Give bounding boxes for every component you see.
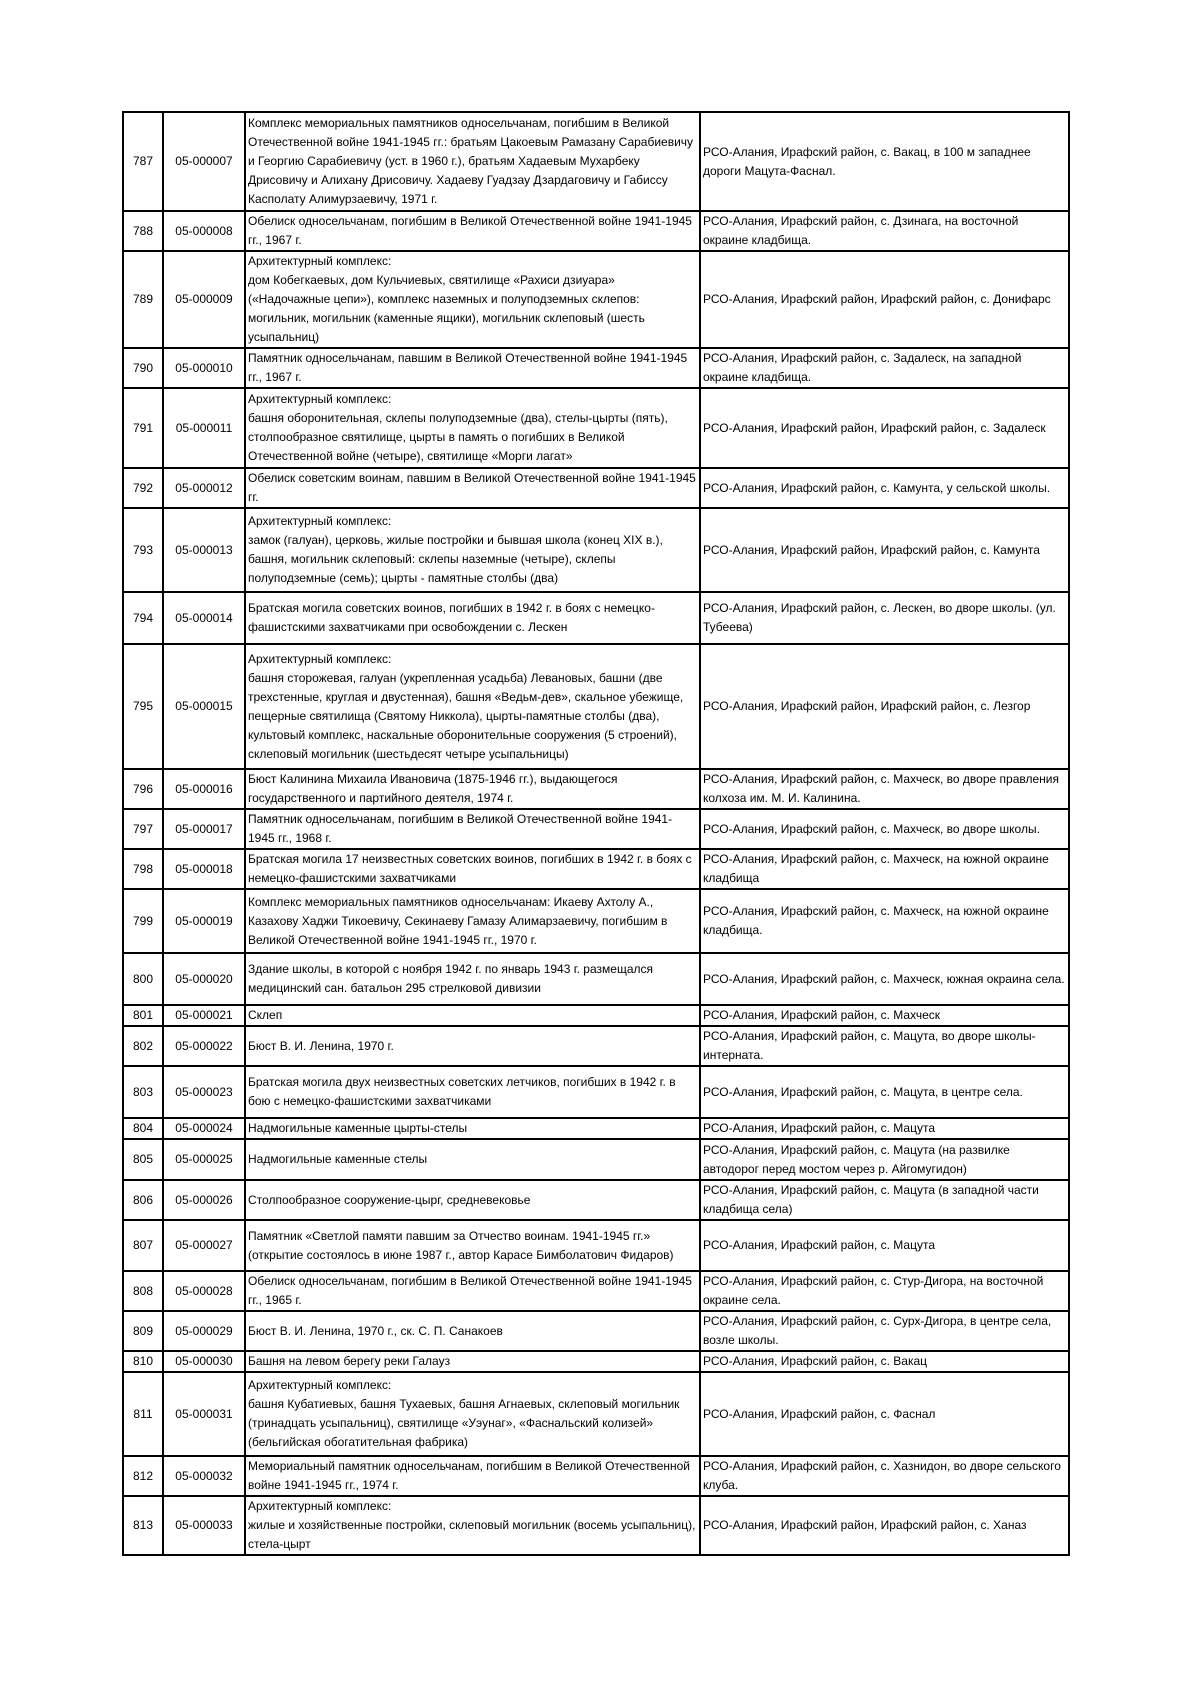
registry-code-cell: 05-000016: [163, 769, 245, 809]
registry-code-cell: 05-000011: [163, 388, 245, 468]
monument-name-cell: Обелиск советским воинам, павшим в Великой Отечественной войне 1941-1945 гг.: [245, 468, 700, 508]
table-row: [123, 889, 1069, 953]
row-number-cell: 789: [123, 251, 163, 348]
monument-name-cell: Комплекс мемориальных памятников односельчанам, погибшим в Великой Отечественной войне 1941-1945 гг.: братьям Цакоевым Рамазану Сарабиевичу и Георгию Сарабиевичу (уст. в 1960 г.), братьям Хадаевым Мухарбеку Дрисовичу и Алихану Дрисовичу. Хадаеву Гуадзау Дзардаговичу и Габиссу Касполату Алимурзаевичу, 1971 г.: [245, 112, 700, 211]
registry-code-cell: 05-000024: [163, 1118, 245, 1139]
registry-code-cell: 05-000020: [163, 953, 245, 1005]
registry-code-cell: 05-000026: [163, 1180, 245, 1220]
registry-code-cell: 05-000033: [163, 1496, 245, 1555]
row-number-cell: 794: [123, 592, 163, 644]
registry-code-cell: 05-000018: [163, 849, 245, 889]
location-cell: РСО-Алания, Ирафский район, Ирафский район, с. Лезгор: [700, 644, 1069, 769]
table-row: [123, 592, 1069, 644]
location-cell: РСО-Алания, Ирафский район, с. Мацута, в центре села.: [700, 1066, 1069, 1118]
row-number-cell: 807: [123, 1220, 163, 1271]
monument-name-cell: Надмогильные каменные цырты-стелы: [245, 1118, 700, 1139]
table-row: [123, 953, 1069, 1005]
row-number-cell: 793: [123, 508, 163, 592]
table-row: [123, 1311, 1069, 1351]
location-cell: РСО-Алания, Ирафский район, с. Махческ, южная окраина села.: [700, 953, 1069, 1005]
row-number-cell: 811: [123, 1372, 163, 1456]
monument-name-cell: Памятник односельчанам, погибшим в Великой Отечественной войне 1941-1945 гг., 1968 г.: [245, 809, 700, 849]
monument-name-cell: Мемориальный памятник односельчанам, погибшим в Великой Отечественной войне 1941-1945 гг., 1974 г.: [245, 1456, 700, 1496]
registry-code-cell: 05-000012: [163, 468, 245, 508]
table-row: [123, 1220, 1069, 1271]
location-cell: РСО-Алания, Ирафский район, с. Махческ, на южной окраине кладбища: [700, 849, 1069, 889]
row-number-cell: 799: [123, 889, 163, 953]
monument-name-cell: Столпообразное сооружение-цырг, средневековье: [245, 1180, 700, 1220]
registry-code-cell: 05-000021: [163, 1005, 245, 1026]
monument-name-cell: Братская могила двух неизвестных советских летчиков, погибших в 1942 г. в бою с немецко-фашистскими захватчиками: [245, 1066, 700, 1118]
monument-name-cell: Архитектурный комплекс: башня оборонительная, склепы полуподземные (два), стелы-цырты (пять), столпообразное святилище, цырты в память о погибших в Великой Отечественной войне (четыре), святилище «Морги лагат»: [245, 388, 700, 468]
location-cell: РСО-Алания, Ирафский район, с. Мацута (на развилке автодорог перед мостом через р. Айгомугидон): [700, 1139, 1069, 1180]
location-cell: РСО-Алания, Ирафский район, с. Мацута, во дворе школы-интерната.: [700, 1026, 1069, 1066]
monument-name-cell: Архитектурный комплекс: замок (галуан), церковь, жилые постройки и бывшая школа (конец XIX в.), башня, могильник склеповый: склепы наземные (четыре), склепы полуподземные (семь); цырты - памятные столбы (два): [245, 508, 700, 592]
registry-code-cell: 05-000008: [163, 211, 245, 251]
table-row: [123, 388, 1069, 468]
table-row: [123, 211, 1069, 251]
table-row: [123, 1180, 1069, 1220]
registry-code-cell: 05-000009: [163, 251, 245, 348]
location-cell: РСО-Алания, Ирафский район, с. Вакац, в 100 м западнее дороги Мацута-Фаснал.: [700, 112, 1069, 211]
monument-name-cell: Башня на левом берегу реки Галауз: [245, 1351, 700, 1372]
row-number-cell: 805: [123, 1139, 163, 1180]
location-cell: РСО-Алания, Ирафский район, с. Стур-Дигора, на восточной окраине села.: [700, 1271, 1069, 1311]
registry-code-cell: 05-000019: [163, 889, 245, 953]
registry-code-cell: 05-000007: [163, 112, 245, 211]
row-number-cell: 795: [123, 644, 163, 769]
location-cell: РСО-Алания, Ирафский район, с. Дзинага, на восточной окраине кладбища.: [700, 211, 1069, 251]
monument-name-cell: Бюст Калинина Михаила Ивановича (1875-1946 гг.), выдающегося государственного и партийного деятеля, 1974 г.: [245, 769, 700, 809]
row-number-cell: 797: [123, 809, 163, 849]
location-cell: РСО-Алания, Ирафский район, с. Хазнидон, во дворе сельского клуба.: [700, 1456, 1069, 1496]
monument-name-cell: Бюст В. И. Ленина, 1970 г., ск. С. П. Санакоев: [245, 1311, 700, 1351]
location-cell: РСО-Алания, Ирафский район, с. Задалеск, на западной окраине кладбища.: [700, 348, 1069, 388]
monument-name-cell: Склеп: [245, 1005, 700, 1026]
row-number-cell: 813: [123, 1496, 163, 1555]
row-number-cell: 808: [123, 1271, 163, 1311]
row-number-cell: 800: [123, 953, 163, 1005]
monument-name-cell: Памятник «Светлой памяти павшим за Отчество воинам. 1941-1945 гг.» (открытие состоялось в июне 1987 г., автор Карасе Бимболатович Фидаров): [245, 1220, 700, 1271]
location-cell: РСО-Алания, Ирафский район, с. Сурх-Дигора, в центре села, возле школы.: [700, 1311, 1069, 1351]
table-row: [123, 1271, 1069, 1311]
monument-name-cell: Надмогильные каменные стелы: [245, 1139, 700, 1180]
table-row: [123, 809, 1069, 849]
monument-name-cell: Комплекс мемориальных памятников односельчанам: Икаеву Ахтолу А., Казахову Хаджи Тикоевичу, Секинаеву Гамазу Алимарзаевичу, погибшим в Великой Отечественной войне 1941-1945 гг., 1970 г.: [245, 889, 700, 953]
table-row: [123, 251, 1069, 348]
registry-code-cell: 05-000010: [163, 348, 245, 388]
monument-name-cell: Здание школы, в которой с ноября 1942 г. по январь 1943 г. размещался медицинский сан. батальон 295 стрелковой дивизии: [245, 953, 700, 1005]
location-cell: РСО-Алания, Ирафский район, с. Махческ: [700, 1005, 1069, 1026]
table-row: [123, 1351, 1069, 1372]
monument-name-cell: Архитектурный комплекс: башня Кубатиевых, башня Тухаевых, башня Агнаевых, склеповый могильник (тринадцать усыпальниц), святилище «Уэунаг», «Фаснальский колизей» (бельгийская обогатительная фабрика): [245, 1372, 700, 1456]
row-number-cell: 798: [123, 849, 163, 889]
registry-code-cell: 05-000017: [163, 809, 245, 849]
table-row: [123, 1005, 1069, 1026]
registry-code-cell: 05-000014: [163, 592, 245, 644]
row-number-cell: 801: [123, 1005, 163, 1026]
row-number-cell: 790: [123, 348, 163, 388]
monument-name-cell: Братская могила 17 неизвестных советских воинов, погибших в 1942 г. в боях с немецко-фашистскими захватчиками: [245, 849, 700, 889]
table-row: [123, 1026, 1069, 1066]
monument-name-cell: Архитектурный комплекс: дом Кобегкаевых, дом Кульчиевых, святилище «Рахиси дзиуара» («Надочажные цепи»), комплекс наземных и полуподземных склепов: могильник, могильник (каменные ящики), могильник склеповый (шесть усыпальниц): [245, 251, 700, 348]
table-row: [123, 1118, 1069, 1139]
location-cell: РСО-Алания, Ирафский район, Ирафский район, с. Ханаз: [700, 1496, 1069, 1555]
row-number-cell: 792: [123, 468, 163, 508]
registry-code-cell: 05-000022: [163, 1026, 245, 1066]
location-cell: РСО-Алания, Ирафский район, с. Камунта, у сельской школы.: [700, 468, 1069, 508]
row-number-cell: 804: [123, 1118, 163, 1139]
location-cell: РСО-Алания, Ирафский район, с. Мацута: [700, 1220, 1069, 1271]
table-row: [123, 1139, 1069, 1180]
monuments-table: [122, 111, 1070, 1556]
monument-name-cell: Обелиск односельчанам, погибшим в Великой Отечественной войне 1941-1945 гг., 1965 г.: [245, 1271, 700, 1311]
monument-name-cell: Братская могила советских воинов, погибших в 1942 г. в боях с немецко-фашистскими захватчиками при освобождении с. Лескен: [245, 592, 700, 644]
registry-code-cell: 05-000023: [163, 1066, 245, 1118]
location-cell: РСО-Алания, Ирафский район, с. Махческ, во дворе школы.: [700, 809, 1069, 849]
registry-code-cell: 05-000032: [163, 1456, 245, 1496]
table-row: [123, 1066, 1069, 1118]
table-row: [123, 769, 1069, 809]
registry-code-cell: 05-000027: [163, 1220, 245, 1271]
row-number-cell: 802: [123, 1026, 163, 1066]
monument-name-cell: Памятник односельчанам, павшим в Великой Отечественной войне 1941-1945 гг., 1967 г.: [245, 348, 700, 388]
table-row: [123, 1372, 1069, 1456]
location-cell: РСО-Алания, Ирафский район, Ирафский район, с. Камунта: [700, 508, 1069, 592]
registry-code-cell: 05-000029: [163, 1311, 245, 1351]
monument-name-cell: Бюст В. И. Ленина, 1970 г.: [245, 1026, 700, 1066]
table-row: [123, 348, 1069, 388]
row-number-cell: 806: [123, 1180, 163, 1220]
table-row: [123, 112, 1069, 211]
location-cell: РСО-Алания, Ирафский район, с. Махческ, во дворе правления колхоза им. М. И. Калинина.: [700, 769, 1069, 809]
location-cell: РСО-Алания, Ирафский район, с. Мацута: [700, 1118, 1069, 1139]
location-cell: РСО-Алания, Ирафский район, Ирафский район, с. Донифарс: [700, 251, 1069, 348]
monument-name-cell: Архитектурный комплекс: жилые и хозяйственные постройки, склеповый могильник (восемь усыпальниц), стела-цырт: [245, 1496, 700, 1555]
row-number-cell: 803: [123, 1066, 163, 1118]
row-number-cell: 809: [123, 1311, 163, 1351]
row-number-cell: 791: [123, 388, 163, 468]
location-cell: РСО-Алания, Ирафский район, Ирафский район, с. Задалеск: [700, 388, 1069, 468]
location-cell: РСО-Алания, Ирафский район, с. Фаснал: [700, 1372, 1069, 1456]
row-number-cell: 787: [123, 112, 163, 211]
table-row: [123, 508, 1069, 592]
registry-code-cell: 05-000030: [163, 1351, 245, 1372]
monument-name-cell: Архитектурный комплекс: башня сторожевая, галуан (укрепленная усадьба) Левановых, башни (две трехстенные, круглая и двустенная), башня «Ведьм-дев», скальное убежище, пещерные святилища (Святому Никкола), цырты-памятные столбы (два), культовый комплекс, наскальные оборонительные сооружения (5 строений), склеповый могильник (шестьдесят четыре усыпальницы): [245, 644, 700, 769]
table-row: [123, 468, 1069, 508]
location-cell: РСО-Алания, Ирафский район, с. Махческ, на южной окраине кладбища.: [700, 889, 1069, 953]
registry-code-cell: 05-000025: [163, 1139, 245, 1180]
table-row: [123, 644, 1069, 769]
registry-code-cell: 05-000028: [163, 1271, 245, 1311]
row-number-cell: 796: [123, 769, 163, 809]
location-cell: РСО-Алания, Ирафский район, с. Вакац: [700, 1351, 1069, 1372]
row-number-cell: 812: [123, 1456, 163, 1496]
registry-code-cell: 05-000013: [163, 508, 245, 592]
location-cell: РСО-Алания, Ирафский район, с. Мацута (в западной части кладбища села): [700, 1180, 1069, 1220]
registry-code-cell: 05-000031: [163, 1372, 245, 1456]
table-row: [123, 1456, 1069, 1496]
row-number-cell: 788: [123, 211, 163, 251]
location-cell: РСО-Алания, Ирафский район, с. Лескен, во дворе школы. (ул. Тубеева): [700, 592, 1069, 644]
row-number-cell: 810: [123, 1351, 163, 1372]
monument-name-cell: Обелиск односельчанам, погибшим в Великой Отечественной войне 1941-1945 гг., 1967 г.: [245, 211, 700, 251]
registry-code-cell: 05-000015: [163, 644, 245, 769]
table-row: [123, 849, 1069, 889]
table-row: [123, 1496, 1069, 1555]
